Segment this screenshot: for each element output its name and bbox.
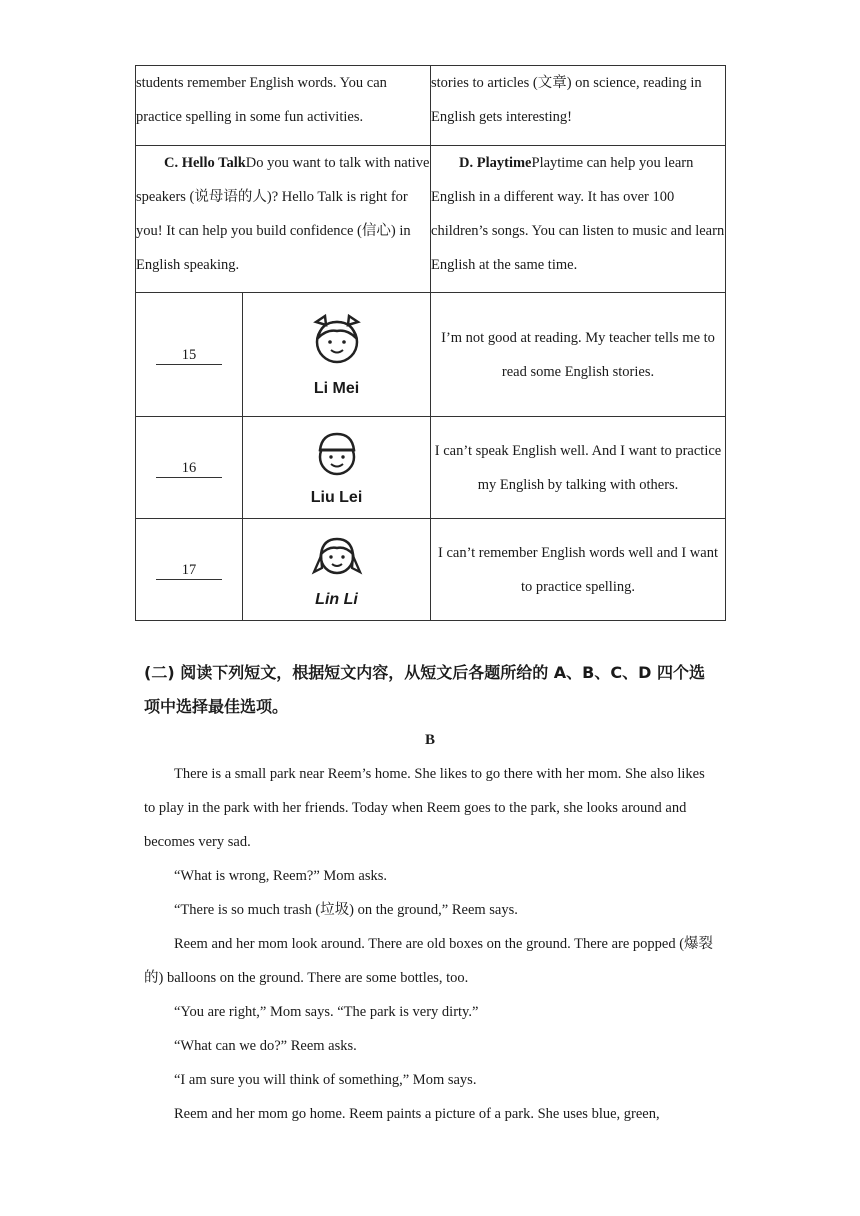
person-need-text: I can’t speak English well. And I want to practice my English by talking with others. — [434, 442, 722, 493]
person-name: Li Mei — [313, 380, 360, 397]
passage-title: B — [424, 732, 435, 748]
app-b-continued-cell — [136, 66, 431, 146]
boy-cap-icon — [313, 428, 361, 478]
section-instructions: (二) 阅读下列短文，根据短文内容，从短文后各题所给的 A、B、C、D 四个选项中选择最佳选项。 — [144, 663, 705, 716]
table-row — [136, 519, 726, 621]
app-c-cell — [136, 146, 431, 293]
table-row — [136, 417, 726, 519]
paragraph: “What can we do?” Reem asks. — [174, 1038, 357, 1054]
passage-body — [144, 757, 714, 1131]
paragraph: “You are right,” Mom says. “The park is very dirty.” — [174, 1004, 479, 1020]
table-row — [136, 293, 726, 417]
paragraph: There is a small park near Reem’s home. She likes to go there with her mom. She also likes to play in the park with her friends. Today when Reem goes to the park, she looks around and becomes very sad. — [144, 766, 705, 850]
apps-table — [135, 65, 726, 621]
answer-blank-cell — [136, 417, 243, 519]
answer-blank-17[interactable]: 17 — [156, 561, 222, 580]
answer-blank-15[interactable]: 15 — [156, 346, 222, 365]
app-d-title: D. Playtime — [459, 155, 532, 171]
app-a-continued-cell — [431, 66, 726, 146]
paragraph: Reem and her mom look around. There are old boxes on the ground. There are popped (爆裂的) balloons on the ground. There are some bottles, too. — [144, 936, 714, 986]
app-d-text: Playtime can help you learn English in a different way. It has over 100 children’s songs. You can listen to music and learn English at the same time. — [431, 155, 725, 273]
answer-blank-cell — [136, 519, 243, 621]
person-need-cell — [431, 293, 726, 417]
person-name: Lin Li — [315, 591, 358, 608]
app-c-title: C. Hello Talk — [164, 155, 246, 171]
answer-blank-16[interactable]: 16 — [156, 459, 222, 478]
app-c-text: Do you want to talk with native speakers (说母语的人)? Hello Talk is right for you! It can help you build confidence (信心) in English speaking. — [136, 155, 430, 273]
girl-bun-hair-icon — [307, 311, 367, 369]
person-picture-cell — [243, 519, 431, 621]
person-need-cell — [431, 519, 726, 621]
person-need-text: I’m not good at reading. My teacher tells me to read some English stories. — [441, 329, 715, 380]
answer-blank-cell — [136, 293, 243, 417]
paragraph: Reem and her mom go home. Reem paints a picture of a park. She uses blue, green, — [174, 1106, 660, 1122]
person-name: Liu Lei — [310, 489, 363, 506]
paragraph: “I am sure you will think of something,” Mom says. — [174, 1072, 477, 1088]
app-b-text: students remember English words. You can practice spelling in some fun activities. — [136, 75, 387, 125]
girl-pigtails-icon — [311, 530, 363, 580]
paragraph: “What is wrong, Reem?” Mom asks. — [174, 868, 388, 884]
app-a-text: stories to articles (文章) on science, reading in English gets interesting! — [431, 75, 702, 125]
paragraph: “There is so much trash (垃圾) on the ground,” Reem says. — [174, 902, 518, 918]
person-picture-cell — [243, 417, 431, 519]
person-need-cell — [431, 417, 726, 519]
app-d-cell — [431, 146, 726, 293]
person-need-text: I can’t remember English words well and I want to practice spelling. — [438, 544, 718, 595]
person-picture-cell — [243, 293, 431, 417]
